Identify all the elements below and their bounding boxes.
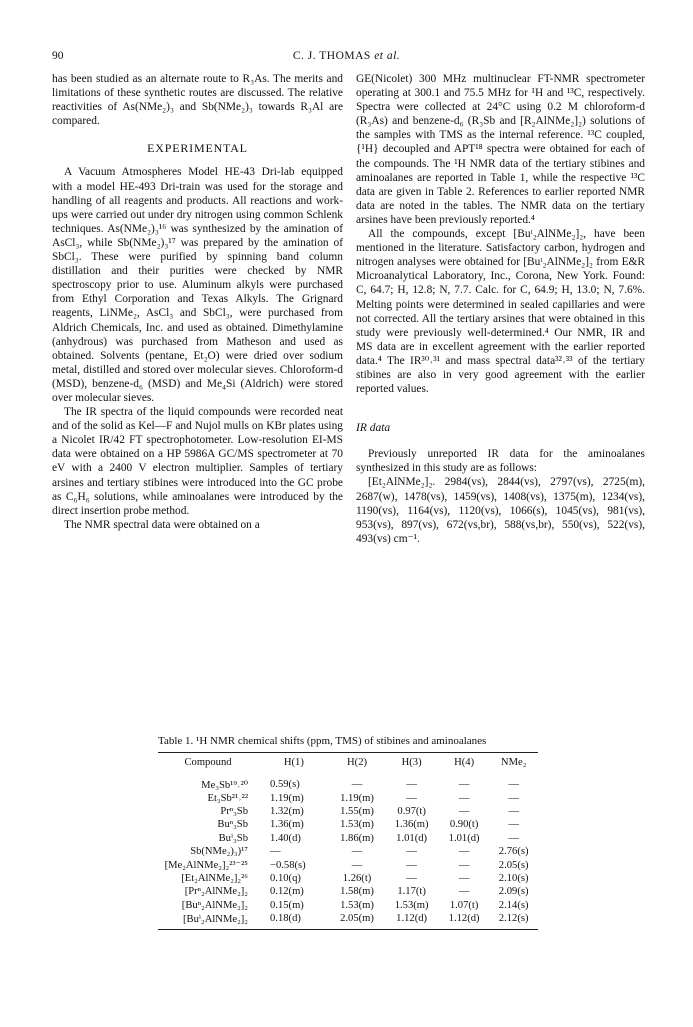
nmr-paragraph: GE(Nicolet) 300 MHz multinuclear FT-NMR spectrometer operating at 300.1 and 75.5 MHz for ¹H and ¹³C, respectively. Spectra were collected at 24°C using 0.2 M chloroform-d (R₃As) and benzene-d₆ (R₃Sb and [R₂AlNMe₂]₂) solutions of the samples with TMS as the internal reference. ¹³C coupled, {¹H} decoupled and APT¹⁸ spectra were obtained for each of the compounds. The ¹H NMR data of the tertiary stibines and aminoalanes are reported in Table 1, while the respective ¹³C data are given in Table 2. References to earlier reported NMR data are noted in the tables. The NMR data on the tertiary arsines have been previously reported.⁴ xyxy=(356,73,645,226)
table-header xyxy=(158,753,538,772)
cell-compound: [Buⁱ₂AlNMe₂]₂ xyxy=(183,913,248,925)
experimental-paragraph-materials: A Vacuum Atmospheres Model HE-43 Dri-lab equipped with a model HE-493 Dri-train was used for the storage and handling of all reagents and products. All reactions and work-ups were carried out under dry nitrogen using common Schlenk techniques. As(NMe₂)₃¹⁶ was synthesized by the amination of AsCl₃, while Sb(NMe₂)₃¹⁷ was prepared by the amination of SbCl₃. These were purified by spinning band column distillation and their purities were checked by NMR spectroscopy prior to use. Aluminum alkyls were purchased from Ethyl Corporation and Texas Alkyls. The Grignard reagents, LiNMe₂, AsCl₃ and SbCl₃, were purchased from Aldrich Chemicals, Inc. and used as obtained. Dimethylamine (anhydrous) was purchased from Matheson and used as obtained. Solvents (pentane, Et₂O) were dried over sodium metal, distilled and stored over molecular sieves. Chloroform-d (MSD), benzene-d₆ (MSD) and Me₄Si (Aldrich) were stored over molecular sieves. xyxy=(52,166,343,404)
table-row xyxy=(158,845,538,858)
cell-h4: — xyxy=(458,805,470,817)
ir-data-entry: [Et₂AlNMe₂]₂. 2984(vs), 2844(vs), 2797(vs), 2725(m), 2687(w), 1478(vs), 1459(vs), 1408(vs), 1375(m), 1234(vs), 1190(vs), 1164(vs), 1120(vs), 1066(s), 1045(vs), 981(vs), 953(vs), 897(vs), 672(vs,br), 588(vs,br), 550(vs), 522(vs), 493(vs) cm⁻¹. xyxy=(356,476,645,545)
cell-h1: 1.32(m) xyxy=(270,805,304,817)
cell-h3: 1.12(d) xyxy=(396,913,428,925)
nmr-shift-table xyxy=(158,753,538,929)
cell-nme2: 2.09(s) xyxy=(498,886,529,898)
cell-compound: Prⁿ₃Sb xyxy=(220,805,248,817)
cell-nme2: — xyxy=(508,805,519,817)
experimental-paragraph-nmr-start: The NMR spectral data were obtained on a xyxy=(64,518,260,531)
page-number: 90 xyxy=(52,50,64,62)
cell-h2: 1.53(m) xyxy=(340,899,374,911)
cell-h4: — xyxy=(458,886,470,898)
cell-h4: 1.07(t) xyxy=(449,899,479,911)
cell-h4: 1.01(d) xyxy=(448,832,480,844)
cell-h3: 1.17(t) xyxy=(397,886,426,898)
cell-h1: −0.58(s) xyxy=(270,859,306,871)
cell-h4: — xyxy=(458,779,470,791)
table-header-row xyxy=(158,753,538,772)
cell-h3: 1.53(m) xyxy=(394,899,429,911)
cell-compound: [Buⁿ₂AlNMe₂]₂ xyxy=(181,899,248,911)
cell-h1: 1.40(d) xyxy=(270,832,301,844)
section-heading-experimental: EXPERIMENTAL xyxy=(147,141,248,156)
intro-paragraph: has been studied as an alternate route to R₃As. The merits and limitations of these synthetic routes are discussed. The relative reactivities of As(NMe₂)₃ and Sb(NMe₂)₃ towards R₃Al are compared. xyxy=(52,73,343,128)
cell-h3: 0.97(t) xyxy=(397,805,426,817)
table-row xyxy=(158,818,538,831)
ir-data-heading: IR data xyxy=(356,422,391,435)
table-row xyxy=(158,791,538,804)
table-row xyxy=(158,872,538,885)
table-row xyxy=(158,772,538,791)
cell-h4: — xyxy=(458,859,470,871)
analysis-paragraph: All the compounds, except [Buᵗ₂AlNMe₂]₂, have been mentioned in the literature. Satisfactory carbon, hydrogen and nitrogen analyses were obtained for [Buᵗ₂AlNMe₂]₂ from E&R Microanalytical Laboratory, Inc., Corona, New York. Found: C, 64.7; H, 12.8; N, 7.7. Calc. for C, 64.9; H, 13.0; N, 7.6%. Melting points were determined in sealed capillaries and were not corrected. All the tertiary arsines that were obtained in this study were previously well-determined.⁴ Our NMR, IR and MS data are in excellent agreement with the earlier reported data.⁴ The IR³⁰˒³¹ and mass spectral data³²˒³³ of the tertiary stibines are also in very good agreement with the earlier reported values. xyxy=(356,228,645,396)
cell-nme2: 2.14(s) xyxy=(498,899,529,911)
column-header-h2: H(2) xyxy=(347,757,368,768)
cell-h1: 1.19(m) xyxy=(270,792,304,804)
cell-h2: — xyxy=(351,859,363,871)
cell-h2: 1.53(m) xyxy=(340,819,374,831)
cell-h1: — xyxy=(270,846,281,858)
table-row xyxy=(158,805,538,818)
cell-compound: Buⁿ₃Sb xyxy=(217,819,248,831)
ir-data-block xyxy=(356,447,645,546)
ir-intro: Previously unreported IR data for the aminoalanes synthesized in this study are as follows: xyxy=(356,448,645,475)
running-head-etal: et al. xyxy=(374,50,401,62)
cell-h2: 1.86(m) xyxy=(340,832,374,844)
cell-compound: [Et₂AlNMe₂]₂²⁶ xyxy=(181,872,248,884)
cell-nme2: 2.76(s) xyxy=(498,846,529,858)
cell-h3: — xyxy=(406,846,417,858)
cell-h1: 0.59(s) xyxy=(270,779,300,791)
cell-h2: 1.55(m) xyxy=(340,805,374,817)
cell-h2: — xyxy=(351,779,363,791)
cell-h3: — xyxy=(406,792,417,804)
column-header-h3: H(3) xyxy=(401,757,422,768)
table-bottom-rule xyxy=(158,929,538,930)
table-row xyxy=(158,912,538,929)
cell-h4: — xyxy=(458,792,470,804)
cell-compound: Et₃Sb²¹˒²² xyxy=(207,792,248,804)
left-column xyxy=(52,72,343,532)
cell-h3: 1.01(d) xyxy=(396,832,428,844)
column-header-compound: Compound xyxy=(184,757,232,768)
cell-h4: — xyxy=(458,846,470,858)
cell-h2: 1.19(m) xyxy=(340,792,374,804)
table-row xyxy=(158,858,538,871)
cell-nme2: — xyxy=(508,819,519,831)
cell-h1: 0.10(q) xyxy=(270,872,301,884)
cell-compound: [Me₂AlNMe₂]₂²³⁻²⁵ xyxy=(164,860,248,872)
cell-h2: 1.58(m) xyxy=(340,886,374,898)
table-body xyxy=(158,772,538,929)
running-head xyxy=(0,50,693,62)
cell-nme2: 2.05(s) xyxy=(498,859,529,871)
cell-compound: [Prⁿ₂AlNMe₂]₂ xyxy=(184,886,248,898)
cell-compound: Buⁱ₃Sb xyxy=(218,833,248,845)
cell-h4: — xyxy=(458,872,470,884)
cell-h1: 1.36(m) xyxy=(270,819,304,831)
cell-h1: 0.15(m) xyxy=(270,899,304,911)
table-row xyxy=(158,885,538,898)
cell-h3: 1.36(m) xyxy=(394,819,429,831)
cell-h3: — xyxy=(406,872,417,884)
cell-h2: — xyxy=(351,846,363,858)
cell-h2: 1.26(t) xyxy=(342,872,372,884)
nmr-table xyxy=(158,735,538,930)
running-head-author: C. J. THOMAS xyxy=(292,50,371,62)
cell-h3: — xyxy=(406,859,417,871)
cell-h1: 0.12(m) xyxy=(270,886,304,898)
experimental-paragraph-spectroscopy: The IR spectra of the liquid compounds were recorded neat and of the solid as Kel—F and Nujol mulls on KBr plates using a Nicolet IR/42 FT spectrophotometer. Low-resolution EI-MS data were obtained on a HP 5986A GC/MS spectrometer at 70 eV with a 2400 V electron multiplier. Samples of tertiary arsines and tertiary stibines were introduced into the GC probe as C₆H₆ solutions, while aminoalanes were introduced by the direct insertion probe method. xyxy=(52,406,343,517)
cell-h4: 0.90(t) xyxy=(449,819,479,831)
cell-nme2: — xyxy=(508,832,519,844)
cell-nme2: — xyxy=(508,779,519,791)
table-row xyxy=(158,899,538,912)
table-caption: Table 1. ¹H NMR chemical shifts (ppm, TMS) of stibines and aminoalanes xyxy=(158,735,487,747)
cell-compound: Me₃Sb¹⁹˒²⁰ xyxy=(201,779,248,791)
cell-h2: 2.05(m) xyxy=(340,913,374,925)
table-row xyxy=(158,832,538,845)
column-header-nme2: NMe₂ xyxy=(500,757,527,768)
cell-h3: — xyxy=(406,779,417,791)
column-header-h1: H(1) xyxy=(283,757,304,768)
cell-nme2: 2.12(s) xyxy=(498,913,529,925)
column-header-h4: H(4) xyxy=(454,757,475,768)
cell-nme2: — xyxy=(508,792,519,804)
cell-nme2: 2.10(s) xyxy=(498,872,529,884)
cell-compound: Sb(NMe₂)₃)¹⁷ xyxy=(190,846,248,858)
cell-h1: 0.18(d) xyxy=(270,913,301,925)
cell-h4: 1.12(d) xyxy=(448,913,480,925)
right-column xyxy=(356,72,645,546)
